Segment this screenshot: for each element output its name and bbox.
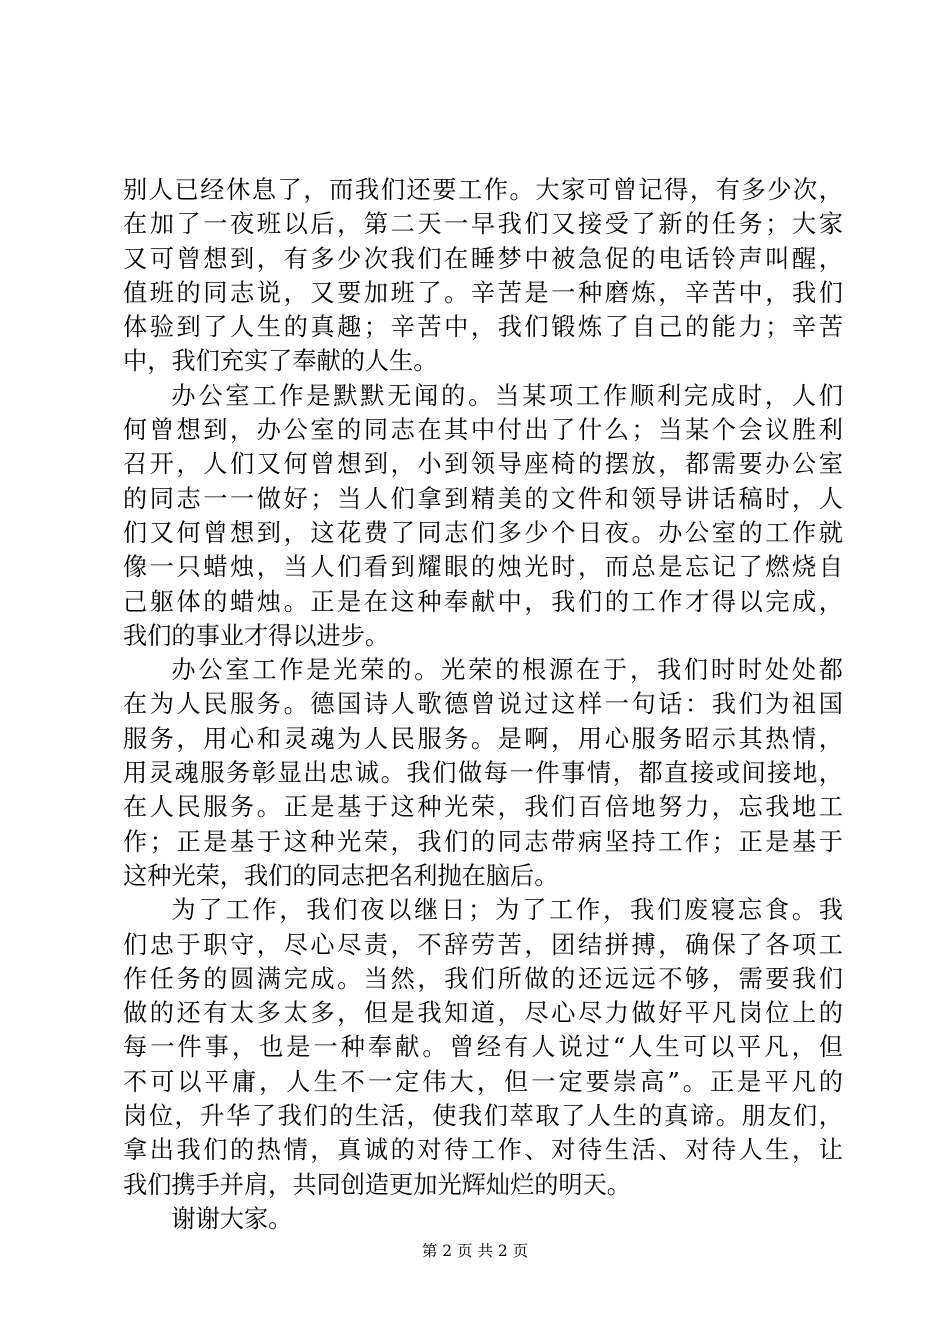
page-footer: 第 2 页 共 2 页 bbox=[421, 1242, 529, 1260]
text-line: 不可以平庸，人生不一定伟大，但一定要崇高”。正是平凡的 bbox=[123, 1067, 843, 1096]
text-line: 服务，用心和灵魂为人民服务。是啊，用心服务昭示其热情， bbox=[123, 724, 843, 753]
text-line: 值班的同志说，又要加班了。辛苦是一种磨炼，辛苦中，我们 bbox=[123, 278, 843, 307]
text-line: 在加了一夜班以后，第二天一早我们又接受了新的任务；大家 bbox=[123, 210, 843, 239]
text-line: 别人已经休息了，而我们还要工作。大家可曾记得，有多少次， bbox=[123, 176, 843, 204]
text-line: 岗位，升华了我们的生活，使我们萃取了人生的真谛。朋友们， bbox=[123, 1102, 843, 1131]
text-line: 办公室工作是默默无闻的。当某项工作顺利完成时，人们 bbox=[171, 381, 843, 410]
text-line: 用灵魂服务彰显出忠诚。我们做每一件事情，都直接或间接地， bbox=[123, 759, 843, 788]
text-line: 在为人民服务。德国诗人歌德曾说过这样一句话：我们为祖国 bbox=[123, 690, 843, 719]
document-body bbox=[123, 173, 843, 1236]
text-line: 又可曾想到，有多少次我们在睡梦中被急促的电话铃声叫醒， bbox=[123, 244, 843, 273]
text-line: 作任务的圆满完成。当然，我们所做的还远远不够，需要我们 bbox=[123, 964, 843, 993]
text-line: 为了工作，我们夜以继日；为了工作，我们废寝忘食。我 bbox=[171, 896, 843, 925]
text-line: 中，我们充实了奉献的人生。 bbox=[123, 347, 438, 376]
text-line: 在人民服务。正是基于这种光荣，我们百倍地努力，忘我地工 bbox=[123, 793, 843, 822]
text-line: 体验到了人生的真趣；辛苦中，我们锻炼了自己的能力；辛苦 bbox=[123, 313, 843, 342]
text-line: 己躯体的蜡烛。正是在这种奉献中，我们的工作才得以完成， bbox=[123, 587, 843, 616]
text-line: 办公室工作是光荣的。光荣的根源在于，我们时时处处都 bbox=[171, 656, 843, 685]
text-line: 召开，人们又何曾想到，小到领导座椅的摆放，都需要办公室 bbox=[123, 450, 843, 479]
text-line: 们忠于职守，尽心尽责，不辞劳苦，团结拼搏，确保了各项工 bbox=[123, 930, 843, 959]
text-line: 每一件事，也是一种奉献。曾经有人说过“人生可以平凡，但 bbox=[123, 1033, 843, 1062]
text-line: 们又何曾想到，这花费了同志们多少个日夜。办公室的工作就 bbox=[123, 518, 843, 547]
text-line: 像一只蜡烛，当人们看到耀眼的烛光时，而总是忘记了燃烧自 bbox=[123, 553, 843, 582]
text-line: 这种光荣，我们的同志把名利抛在脑后。 bbox=[123, 861, 559, 890]
text-line: 做的还有太多太多，但是我知道，尽心尽力做好平凡岗位上的 bbox=[123, 999, 843, 1028]
text-line: 何曾想到，办公室的同志在其中付出了什么；当某个会议胜利 bbox=[123, 416, 843, 445]
text-line: 拿出我们的热情，真诚的对待工作、对待生活、对待人生，让 bbox=[123, 1136, 843, 1165]
text-line: 我们携手并肩，共同创造更加光辉灿烂的明天。 bbox=[123, 1170, 631, 1199]
text-line: 谢谢大家。 bbox=[171, 1204, 293, 1233]
text-line: 作；正是基于这种光荣，我们的同志带病坚持工作；正是基于 bbox=[123, 827, 843, 856]
text-line: 的同志一一做好；当人们拿到精美的文件和领导讲话稿时，人 bbox=[123, 484, 843, 513]
text-line: 我们的事业才得以进步。 bbox=[123, 621, 390, 650]
